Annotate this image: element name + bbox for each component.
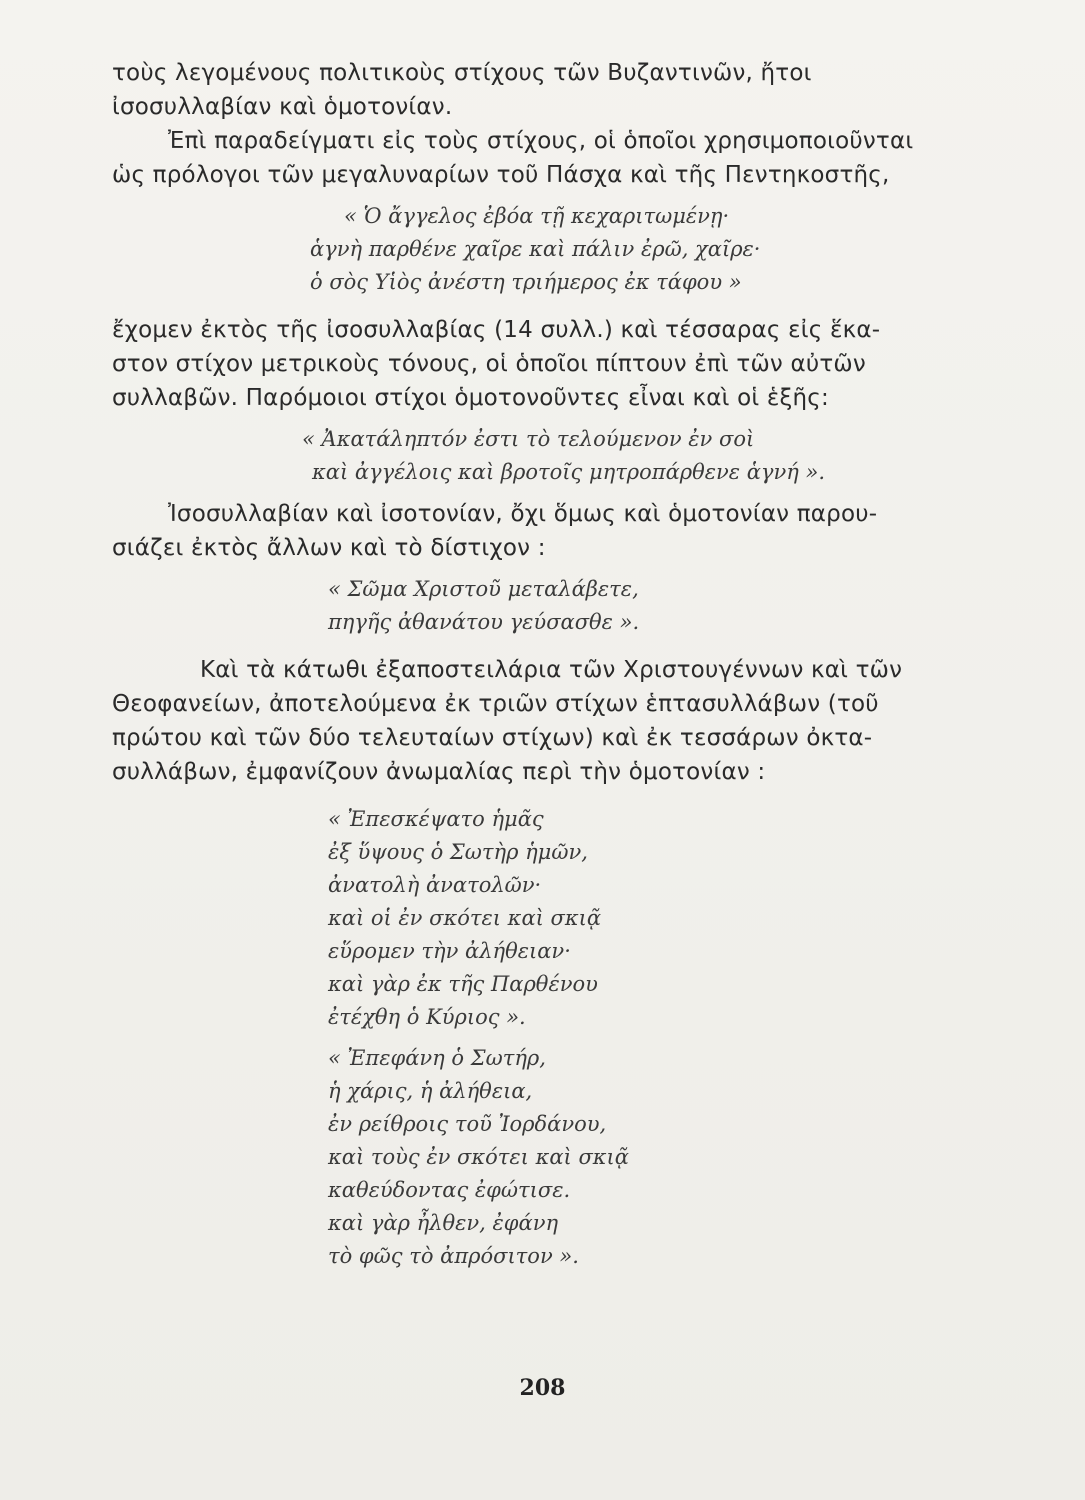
verse-line: ἀνατολὴ ἀνατολῶν· — [328, 873, 542, 897]
verse-line: καὶ οἱ ἐν σκότει καὶ σκιᾷ — [328, 906, 602, 930]
text-line: Ἰσοσυλλαβίαν καὶ ἰσοτονίαν, ὄχι ὅμως καὶ ὁμοτονίαν παρου- — [168, 501, 878, 527]
paragraph-4 — [112, 497, 1012, 565]
text-line: πρώτου καὶ τῶν δύο τελευταίων στίχων) καὶ ἐκ τεσσάρων ὀκτα- — [112, 725, 873, 751]
verse-line: « Σῶμα Χριστοῦ μεταλάβετε, — [328, 577, 639, 601]
text-line: ὡς πρόλογοι τῶν μεγαλυναρίων τοῦ Πάσχα καὶ τῆς Πεντηκοστῆς, — [112, 162, 890, 188]
text-line: Ἐπὶ παραδείγματι εἰς τοὺς στίχους, οἱ ὁποῖοι χρησιμοποιοῦνται — [168, 128, 914, 154]
text-line: τοὺς λεγομένους πολιτικοὺς στίχους τῶν Βυζαντινῶν, ἤτοι — [112, 60, 812, 86]
paragraph-2 — [112, 124, 1012, 192]
text-line: ἰσοσυλλαβίαν καὶ ὁμοτονίαν. — [112, 94, 453, 120]
verse-block-1 — [112, 200, 1012, 299]
text-line: Θεοφανείων, ἀποτελούμενα ἐκ τριῶν στίχων ἑπτασυλλάβων (τοῦ — [112, 691, 879, 717]
text-line: ἔχομεν ἐκτὸς τῆς ἰσοσυλλαβίας (14 συλλ.) καὶ τέσσαρας εἰς ἕκα- — [112, 317, 881, 343]
verse-line: εὕρομεν τὴν ἀλήθειαν· — [328, 939, 571, 963]
verse-line: ἁγνὴ παρθένε χαῖρε καὶ πάλιν ἐρῶ, χαῖρε· — [310, 237, 761, 261]
text-line: στον στίχον μετρικοὺς τόνους, οἱ ὁποῖοι πίπτουν ἐπὶ τῶν αὐτῶν — [112, 351, 866, 377]
verse-line: ἐτέχθη ὁ Κύριος ». — [328, 1005, 526, 1029]
text-line: Καὶ τὰ κάτωθι ἐξαποστειλάρια τῶν Χριστουγέννων καὶ τῶν — [200, 657, 903, 683]
verse-line: « Ἀκατάληπτόν ἐστι τὸ τελούμενον ἐν σοὶ — [302, 427, 755, 451]
verse-line: καὶ γὰρ ἦλθεν, ἐφάνη — [328, 1211, 559, 1235]
verse-line: « Ὁ ἄγγελος ἐβόα τῇ κεχαριτωμένῃ· — [344, 204, 730, 228]
verse-line: « Ἐπεσκέψατο ἡμᾶς — [328, 807, 544, 831]
page-number: 208 — [519, 1375, 566, 1401]
verse-line: τὸ φῶς τὸ ἀπρόσιτον ». — [328, 1244, 579, 1268]
verse-line: ἡ χάρις, ἡ ἀλήθεια, — [328, 1079, 533, 1103]
paragraph-5 — [112, 653, 1012, 789]
verse-line: ἐξ ὕψους ὁ Σωτὴρ ἡμῶν, — [328, 840, 588, 864]
verse-line: καὶ γὰρ ἐκ τῆς Παρθένου — [328, 972, 598, 996]
verse-block-3 — [112, 573, 1012, 639]
verse-line: « Ἐπεφάνη ὁ Σωτήρ, — [328, 1046, 546, 1070]
verse-line: πηγῆς ἀθανάτου γεύσασθε ». — [328, 610, 640, 634]
text-line: συλλάβων, ἐμφανίζουν ἀνωμαλίας περὶ τὴν ὁμοτονίαν : — [112, 759, 766, 785]
paragraph-1 — [112, 56, 1012, 124]
verse-block-2 — [112, 423, 1012, 489]
verse-line: καὶ ἀγγέλοις καὶ βροτοῖς μητροπάρθενε ἁγνή ». — [312, 460, 826, 484]
verse-block-5 — [112, 1042, 1012, 1273]
text-line: συλλαβῶν. Παρόμοιοι στίχοι ὁμοτονοῦντες εἶναι καὶ οἱ ἑξῆς: — [112, 385, 829, 411]
verse-block-4 — [112, 803, 1012, 1034]
text-line: σιάζει ἐκτὸς ἄλλων καὶ τὸ δίστιχον : — [112, 535, 546, 561]
paragraph-3 — [112, 313, 1012, 415]
verse-line: καὶ τοὺς ἐν σκότει καὶ σκιᾷ — [328, 1145, 629, 1169]
verse-line: καθεύδοντας ἐφώτισε. — [328, 1178, 571, 1202]
verse-line: ἐν ρείθροις τοῦ Ἰορδάνου, — [328, 1112, 607, 1136]
verse-line: ὁ σὸς Υἱὸς ἀνέστη τριήμερος ἐκ τάφου » — [310, 270, 742, 294]
page-body — [112, 56, 1012, 1273]
